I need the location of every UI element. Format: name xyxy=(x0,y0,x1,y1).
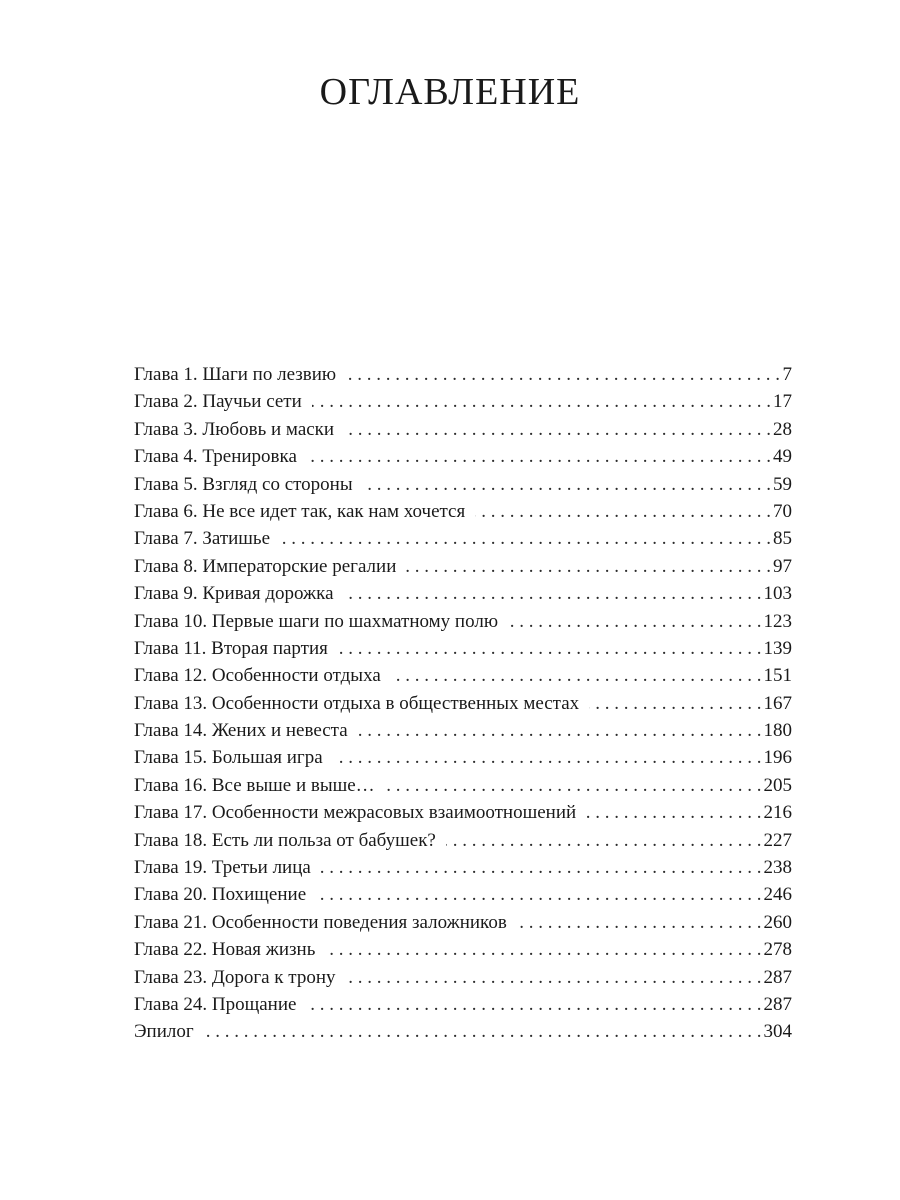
toc-entry-page: 246 xyxy=(763,884,792,906)
toc-entry-title: Глава 19. Третьи лица xyxy=(134,857,311,879)
toc-entry[interactable] xyxy=(134,388,792,415)
toc-entry-title: Глава 23. Дорога к трону xyxy=(134,966,336,988)
toc-dot-leader xyxy=(204,1018,762,1045)
toc-entry-page: 103 xyxy=(763,583,792,605)
toc-entry-page: 287 xyxy=(763,966,792,988)
toc-entry[interactable] xyxy=(134,827,792,854)
toc-entry[interactable] xyxy=(134,416,792,443)
toc-dot-leader xyxy=(312,388,771,415)
toc-dot-leader xyxy=(344,580,762,607)
toc-entry[interactable] xyxy=(134,1018,792,1045)
toc-dot-leader xyxy=(325,936,761,963)
toc-entry-page: 7 xyxy=(782,364,792,385)
toc-dot-leader xyxy=(475,498,771,525)
toc-entry-page: 227 xyxy=(763,829,792,851)
toc-entry-title: Глава 21. Особенности поведения заложников xyxy=(134,911,507,933)
toc-dot-leader xyxy=(589,690,761,717)
toc-dot-leader xyxy=(346,361,780,388)
toc-entry-title: Глава 7. Затишье xyxy=(134,528,271,550)
toc-entry-page: 97 xyxy=(773,555,792,577)
toc-dot-leader xyxy=(363,471,771,498)
toc-entry-page: 139 xyxy=(763,637,792,659)
toc-entry[interactable] xyxy=(134,881,792,908)
toc-entry-page: 151 xyxy=(763,665,792,687)
toc-dot-leader xyxy=(446,827,762,854)
toc-entry-title: Эпилог xyxy=(134,1021,194,1043)
toc-dot-leader xyxy=(385,772,762,799)
toc-entry-title: Глава 17. Особенности межрасовых взаимоотношений xyxy=(134,802,577,824)
page-title: ОГЛАВЛЕНИЕ xyxy=(319,71,581,113)
toc-entry-title: Глава 8. Императорские регалии xyxy=(134,555,397,577)
toc-entry-page: 205 xyxy=(763,774,792,796)
toc-entry[interactable] xyxy=(134,964,792,991)
toc-dot-leader xyxy=(333,744,762,771)
toc-entry[interactable] xyxy=(134,690,792,717)
toc-entry-page: 167 xyxy=(763,692,792,714)
toc-entry-page: 287 xyxy=(763,993,792,1015)
toc-entry[interactable] xyxy=(134,608,792,635)
toc-entry-page: 278 xyxy=(763,939,792,961)
toc-entry[interactable] xyxy=(134,498,792,525)
toc-entry-title: Глава 1. Шаги по лезвию xyxy=(134,364,337,385)
toc-entry-page: 216 xyxy=(763,802,792,824)
toc-entry-title: Глава 20. Похищение xyxy=(134,884,307,906)
toc-entry[interactable] xyxy=(134,936,792,963)
toc-dot-leader xyxy=(586,799,761,826)
toc-entry-title: Глава 16. Все выше и выше… xyxy=(134,774,375,796)
toc-entry[interactable] xyxy=(134,854,792,881)
toc-entry-page: 59 xyxy=(773,473,792,495)
toc-dot-leader xyxy=(517,909,762,936)
toc-dot-leader xyxy=(307,443,771,470)
toc-entry[interactable] xyxy=(134,361,792,388)
toc-entry-page: 28 xyxy=(773,418,792,440)
toc-entry-title: Глава 24. Прощание xyxy=(134,993,297,1015)
toc-dot-leader xyxy=(321,854,762,881)
toc-entry-page: 238 xyxy=(763,857,792,879)
toc-dot-leader xyxy=(346,964,762,991)
toc-entry-page: 304 xyxy=(763,1021,792,1043)
toc-entry-title: Глава 5. Взгляд со стороны xyxy=(134,473,353,495)
toc-entry-title: Глава 6. Не все идет так, как нам хочется xyxy=(134,500,466,522)
toc-entry[interactable] xyxy=(134,744,792,771)
toc-entry-page: 49 xyxy=(773,446,792,468)
toc-entry[interactable] xyxy=(134,525,792,552)
toc-entry-title: Глава 4. Тренировка xyxy=(134,446,297,468)
toc-entry-title: Глава 22. Новая жизнь xyxy=(134,939,316,961)
toc-entry-page: 123 xyxy=(763,610,792,632)
toc-entry[interactable] xyxy=(134,991,792,1018)
toc-entry[interactable] xyxy=(134,443,792,470)
toc-entry-page: 260 xyxy=(763,911,792,933)
toc-entry[interactable] xyxy=(134,662,792,689)
toc-entry-title: Глава 18. Есть ли польза от бабушек? xyxy=(134,829,436,851)
toc-dot-leader xyxy=(358,717,762,744)
toc-entry-page: 180 xyxy=(763,720,792,742)
toc-dot-leader xyxy=(391,662,762,689)
toc-entry[interactable] xyxy=(134,799,792,826)
toc-dot-leader xyxy=(338,635,762,662)
toc-entry-title: Глава 12. Особенности отдыха xyxy=(134,665,381,687)
toc-entry-page: 17 xyxy=(773,391,792,413)
toc-entry-title: Глава 3. Любовь и маски xyxy=(134,418,335,440)
toc-entry[interactable] xyxy=(134,772,792,799)
toc-entry-title: Глава 13. Особенности отдыха в общественных местах xyxy=(134,692,580,714)
toc-dot-leader xyxy=(316,881,761,908)
toc-dot-leader xyxy=(306,991,761,1018)
toc-entry-title: Глава 14. Жених и невеста xyxy=(134,720,348,742)
toc-dot-leader xyxy=(280,525,771,552)
toc-entry[interactable] xyxy=(134,717,792,744)
toc-entry-title: Глава 11. Вторая партия xyxy=(134,637,328,659)
toc-entry-title: Глава 9. Кривая дорожка xyxy=(134,583,334,605)
toc-dot-leader xyxy=(508,608,761,635)
toc-entry-title: Глава 10. Первые шаги по шахматному полю xyxy=(134,610,499,632)
toc-entry-page: 85 xyxy=(773,528,792,550)
toc-entry[interactable] xyxy=(134,635,792,662)
toc-entry[interactable] xyxy=(134,580,792,607)
table-of-contents xyxy=(134,361,792,1046)
toc-entry-title: Глава 2. Паучьи сети xyxy=(134,391,302,413)
toc-dot-leader xyxy=(344,416,771,443)
toc-entry-page: 196 xyxy=(763,747,792,769)
toc-entry-page: 70 xyxy=(773,500,792,522)
toc-dot-leader xyxy=(406,553,771,580)
toc-entry[interactable] xyxy=(134,471,792,498)
toc-entry[interactable] xyxy=(134,909,792,936)
toc-entry-title: Глава 15. Большая игра xyxy=(134,747,323,769)
toc-entry[interactable] xyxy=(134,553,792,580)
